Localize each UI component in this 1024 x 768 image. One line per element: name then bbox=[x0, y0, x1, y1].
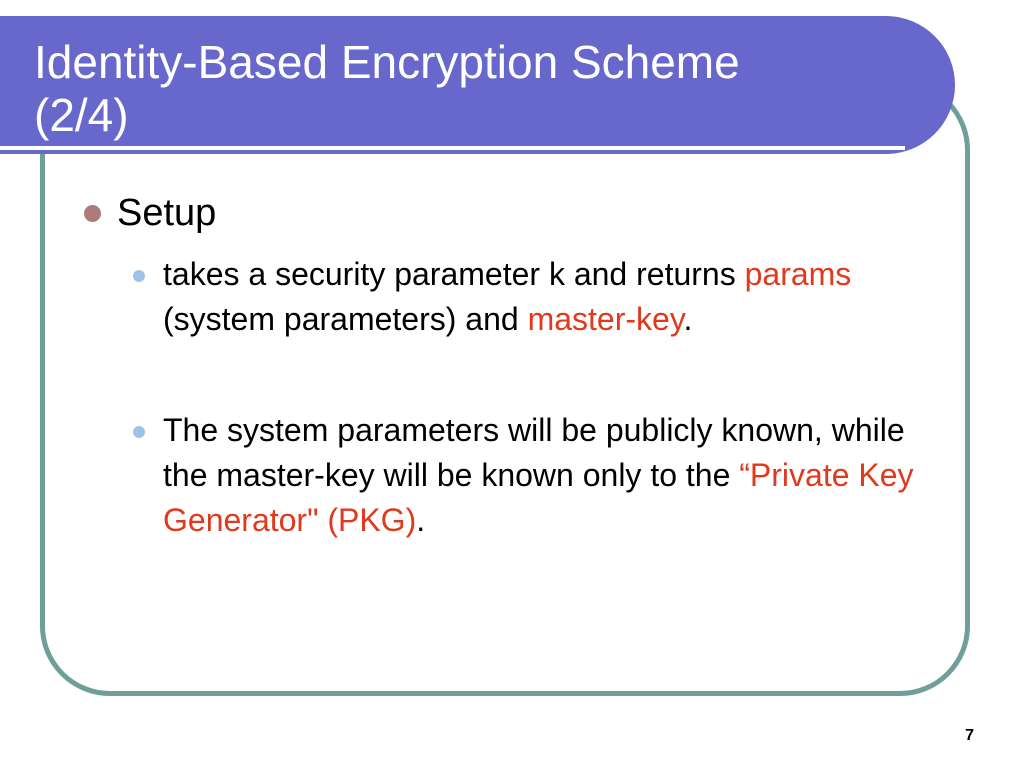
bullet-setup-label: Setup bbox=[117, 192, 217, 234]
sub-bullet-2-text bbox=[133, 408, 933, 543]
highlight-master-key: master-key bbox=[527, 301, 684, 337]
content-frame bbox=[40, 80, 970, 696]
sub-bullet-1 bbox=[133, 252, 933, 342]
bullet-setup bbox=[84, 192, 216, 235]
text-segment: (system parameters) and bbox=[163, 301, 528, 337]
title-line-1: Identity-Based Encryption Scheme bbox=[34, 36, 740, 88]
bullet-dot-icon bbox=[84, 205, 101, 222]
title-underline bbox=[0, 146, 905, 150]
text-segment: . bbox=[683, 301, 693, 337]
text-segment: The system parameters will be publicly known, while the master-key will be known only to the bbox=[163, 412, 905, 493]
page-number: 7 bbox=[965, 727, 974, 744]
text-segment: takes a security parameter k and returns bbox=[163, 256, 745, 292]
slide-title bbox=[34, 36, 924, 142]
title-line-2: (2/4) bbox=[34, 89, 129, 141]
sub-bullet-1-text bbox=[133, 252, 933, 342]
title-band bbox=[0, 16, 955, 154]
highlight-params: params bbox=[744, 256, 852, 292]
sub-bullet-2 bbox=[133, 408, 933, 543]
sub-bullet-dot-icon bbox=[133, 426, 145, 438]
sub-bullet-dot-icon bbox=[133, 270, 145, 282]
highlight-pkg: “Private Key Generator" (PKG) bbox=[163, 457, 914, 538]
text-segment: . bbox=[416, 502, 426, 538]
